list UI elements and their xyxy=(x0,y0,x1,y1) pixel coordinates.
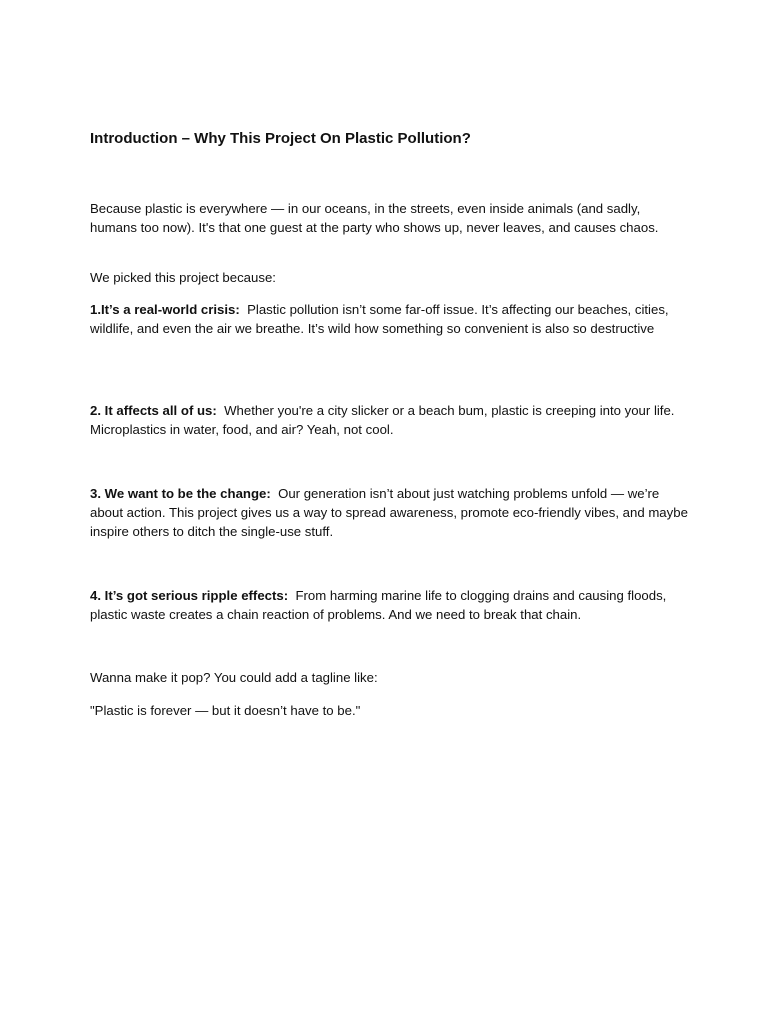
reason-2-heading: 2. It affects all of us: xyxy=(90,403,217,418)
intro-paragraph: Because plastic is everywhere — in our oceans, in the streets, even inside animals (and sadly, humans too now). It's that one guest at the party who shows up, never leaves, and causes chaos. xyxy=(90,201,659,235)
tagline-paragraph: "Plastic is forever — but it doesn’t have to be." xyxy=(90,703,361,718)
reason-1-heading: 1.It’s a real-world crisis: xyxy=(90,302,240,317)
picked-paragraph: We picked this project because: xyxy=(90,270,276,285)
reason-4-text: From harming marine life to clogging drains and causing floods, plastic waste creates a chain reaction of problems. And we need to break that chain. xyxy=(90,588,667,622)
reason-4-paragraph xyxy=(90,586,690,624)
reason-3-paragraph xyxy=(90,484,690,541)
reason-2-paragraph xyxy=(90,401,690,439)
reason-3-text: Our generation isn’t about just watching problems unfold — we’re about action. This project gives us a way to spread awareness, promote eco-friendly vibes, and maybe inspire others to ditch the single-use stuff. xyxy=(90,486,688,539)
reason-1-text: Plastic pollution isn’t some far-off issue. It’s affecting our beaches, cities, wildlife, and even the air we breathe. It’s wild how something so convenient is also so destructive xyxy=(90,302,669,336)
reason-1-paragraph xyxy=(90,300,690,338)
page-title: Introduction – Why This Project On Plastic Pollution? xyxy=(90,130,471,147)
reason-4-heading: 4. It’s got serious ripple effects: xyxy=(90,588,289,603)
suggestion-paragraph: Wanna make it pop? You could add a tagline like: xyxy=(90,670,378,685)
reason-2-text: Whether you're a city slicker or a beach bum, plastic is creeping into your life. Microplastics in water, food, and air? Yeah, not cool. xyxy=(90,403,675,437)
reason-3-heading: 3. We want to be the change: xyxy=(90,486,271,501)
